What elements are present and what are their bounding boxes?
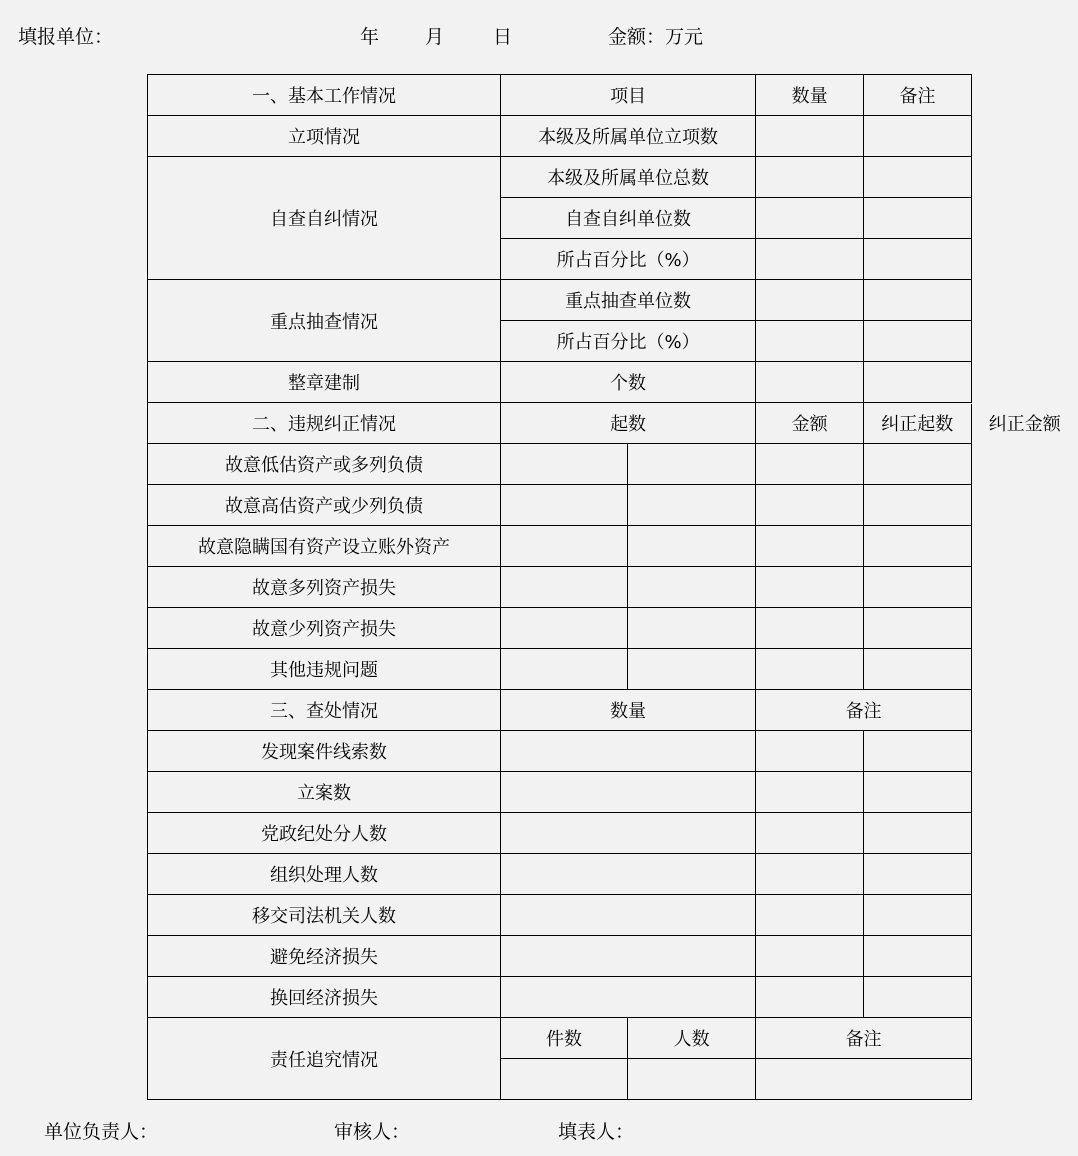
row-label-judicial-transfer: 移交司法机关人数 [148, 895, 501, 936]
cell-remark-b[interactable] [864, 895, 972, 936]
cell-remark-a[interactable] [756, 772, 864, 813]
auditor-label: 审核人： [334, 1121, 411, 1143]
cell-remark[interactable] [864, 239, 972, 280]
cell-remark-a[interactable] [756, 977, 864, 1018]
month-label: 月 [425, 26, 445, 48]
cell-fixed-amount[interactable] [864, 485, 972, 526]
cell-quantity[interactable] [500, 731, 755, 772]
cell-remark[interactable] [864, 280, 972, 321]
cell-quantity[interactable] [500, 772, 755, 813]
row-label-other-violations: 其他违规问题 [148, 649, 501, 690]
row-label-party-discipline: 党政纪处分人数 [148, 813, 501, 854]
cell-quantity[interactable] [756, 362, 864, 403]
section3-table [147, 689, 972, 1100]
cell-quantity[interactable] [756, 321, 864, 362]
cell-fixed-count[interactable] [756, 526, 864, 567]
cell-remark-a[interactable] [756, 936, 864, 977]
cell-fixed-amount[interactable] [864, 526, 972, 567]
cell-count[interactable] [500, 608, 627, 649]
table-row [148, 690, 972, 731]
section2-col-fixed-count: 纠正起数 [864, 404, 971, 443]
cell-fixed-count[interactable] [756, 444, 864, 485]
unit-leader-label: 单位负责人： [44, 1121, 159, 1143]
section2-col-count: 起数 [500, 403, 755, 444]
day-label: 日 [493, 26, 513, 48]
cell-quantity[interactable] [756, 198, 864, 239]
table-row [148, 485, 972, 526]
table-row [148, 1018, 972, 1059]
section2-body-table [147, 443, 972, 690]
cell-fixed-count[interactable] [756, 567, 864, 608]
cell-remark[interactable] [864, 362, 972, 403]
table-row [148, 75, 972, 116]
row-label-zhengzhangjianzhi: 整章建制 [148, 362, 501, 403]
accountability-col-remark: 备注 [756, 1018, 972, 1059]
cell-quantity[interactable] [500, 813, 755, 854]
section1-col-quantity: 数量 [756, 75, 864, 116]
table-row [148, 403, 972, 444]
cell-fixed-count[interactable] [756, 608, 864, 649]
cell-fixed-count[interactable] [756, 485, 864, 526]
cell-remark-a[interactable] [756, 854, 864, 895]
cell-count[interactable] [500, 444, 627, 485]
row-item-spotcheck-percent: 所占百分比（%） [500, 321, 755, 362]
form-table-wrapper [147, 74, 1061, 1100]
cell-quantity[interactable] [500, 936, 755, 977]
cell-amount[interactable] [628, 649, 756, 690]
accountability-col-people: 人数 [628, 1018, 756, 1059]
row-item-selfcheck-percent: 所占百分比（%） [500, 239, 755, 280]
inspection-summary-table [147, 74, 1061, 444]
cell-fixed-amount[interactable] [864, 608, 972, 649]
cell-quantity[interactable] [756, 116, 864, 157]
cell-accountability-cases[interactable] [500, 1059, 627, 1100]
cell-fixed-amount[interactable] [864, 444, 972, 485]
cell-remark[interactable] [864, 198, 972, 239]
table-row [148, 854, 972, 895]
cell-amount[interactable] [628, 567, 756, 608]
table-row [148, 649, 972, 690]
section1-title: 一、基本工作情况 [148, 75, 501, 116]
cell-fixed-amount[interactable] [864, 649, 972, 690]
row-label-zichazijiu: 自查自纠情况 [148, 157, 501, 280]
table-row [148, 280, 972, 321]
cell-remark-a[interactable] [756, 813, 864, 854]
table-row [148, 608, 972, 649]
cell-remark-a[interactable] [756, 731, 864, 772]
cell-quantity[interactable] [756, 157, 864, 198]
row-label-org-handling: 组织处理人数 [148, 854, 501, 895]
form-footer [0, 1118, 988, 1146]
cell-remark[interactable] [864, 157, 972, 198]
cell-remark-b[interactable] [864, 854, 972, 895]
row-item-lixiang: 本级及所属单位立项数 [500, 116, 755, 157]
year-label: 年 [360, 26, 380, 48]
cell-amount[interactable] [628, 526, 756, 567]
accountability-col-cases: 件数 [500, 1018, 627, 1059]
cell-count[interactable] [500, 485, 627, 526]
cell-count[interactable] [500, 567, 627, 608]
table-row [148, 977, 972, 1018]
row-label-underestimate: 故意低估资产或多列负债 [148, 444, 501, 485]
section1-col-item: 项目 [500, 75, 755, 116]
section3-col-quantity: 数量 [500, 690, 755, 731]
row-label-recovered-loss: 换回经济损失 [148, 977, 501, 1018]
table-row [148, 444, 972, 485]
amount-unit-label: 金额：万元 [608, 26, 704, 48]
table-row [148, 772, 972, 813]
section2-title: 二、违规纠正情况 [148, 403, 501, 444]
cell-accountability-remark[interactable] [756, 1059, 972, 1100]
row-label-case-clues: 发现案件线索数 [148, 731, 501, 772]
cell-quantity[interactable] [756, 239, 864, 280]
row-label-avoided-loss: 避免经济损失 [148, 936, 501, 977]
row-label-understated-loss: 故意少列资产损失 [148, 608, 501, 649]
cell-fixed-amount[interactable] [864, 567, 972, 608]
section3-title: 三、查处情况 [148, 690, 501, 731]
cell-remark-b[interactable] [864, 731, 972, 772]
table-row [148, 731, 972, 772]
row-label-lixiang: 立项情况 [148, 116, 501, 157]
row-label-filed-cases: 立案数 [148, 772, 501, 813]
reporting-unit-label: 填报单位： [18, 26, 114, 48]
row-label-zhongdianchoucha: 重点抽查情况 [148, 280, 501, 362]
table-row [148, 362, 972, 403]
section2-col-amount: 金额 [756, 403, 864, 444]
cell-quantity[interactable] [500, 854, 755, 895]
cell-quantity[interactable] [500, 895, 755, 936]
section2-col-fixed [864, 403, 1061, 444]
table-row [148, 526, 972, 567]
form-header [0, 22, 988, 52]
table-row [148, 936, 972, 977]
cell-remark-b[interactable] [864, 772, 972, 813]
cell-fixed-count[interactable] [756, 649, 864, 690]
section2-col-fixed-amount: 纠正金额 [988, 414, 1061, 436]
cell-quantity[interactable] [756, 280, 864, 321]
cell-amount[interactable] [628, 608, 756, 649]
row-item-selfcheck-units: 自查自纠单位数 [500, 198, 755, 239]
row-item-total-units: 本级及所属单位总数 [500, 157, 755, 198]
cell-amount[interactable] [628, 444, 756, 485]
filler-label: 填表人： [558, 1121, 635, 1143]
cell-accountability-people[interactable] [628, 1059, 756, 1100]
cell-remark[interactable] [864, 116, 972, 157]
cell-remark-a[interactable] [756, 895, 864, 936]
cell-remark-b[interactable] [864, 813, 972, 854]
row-label-overstated-loss: 故意多列资产损失 [148, 567, 501, 608]
cell-remark-b[interactable] [864, 936, 972, 977]
cell-count[interactable] [500, 649, 627, 690]
table-row [148, 813, 972, 854]
row-item-count: 个数 [500, 362, 755, 403]
cell-remark-b[interactable] [864, 977, 972, 1018]
table-row [148, 116, 972, 157]
row-label-overestimate: 故意高估资产或少列负债 [148, 485, 501, 526]
table-row [148, 567, 972, 608]
table-row [148, 895, 972, 936]
cell-amount[interactable] [628, 485, 756, 526]
row-label-accountability: 责任追究情况 [148, 1018, 501, 1100]
table-row [148, 157, 972, 198]
cell-remark[interactable] [864, 321, 972, 362]
row-item-spotcheck-units: 重点抽查单位数 [500, 280, 755, 321]
section3-col-remark: 备注 [756, 690, 972, 731]
cell-count[interactable] [500, 526, 627, 567]
cell-quantity[interactable] [500, 977, 755, 1018]
section1-col-remark: 备注 [864, 75, 972, 116]
row-label-hidden-assets: 故意隐瞒国有资产设立账外资产 [148, 526, 501, 567]
